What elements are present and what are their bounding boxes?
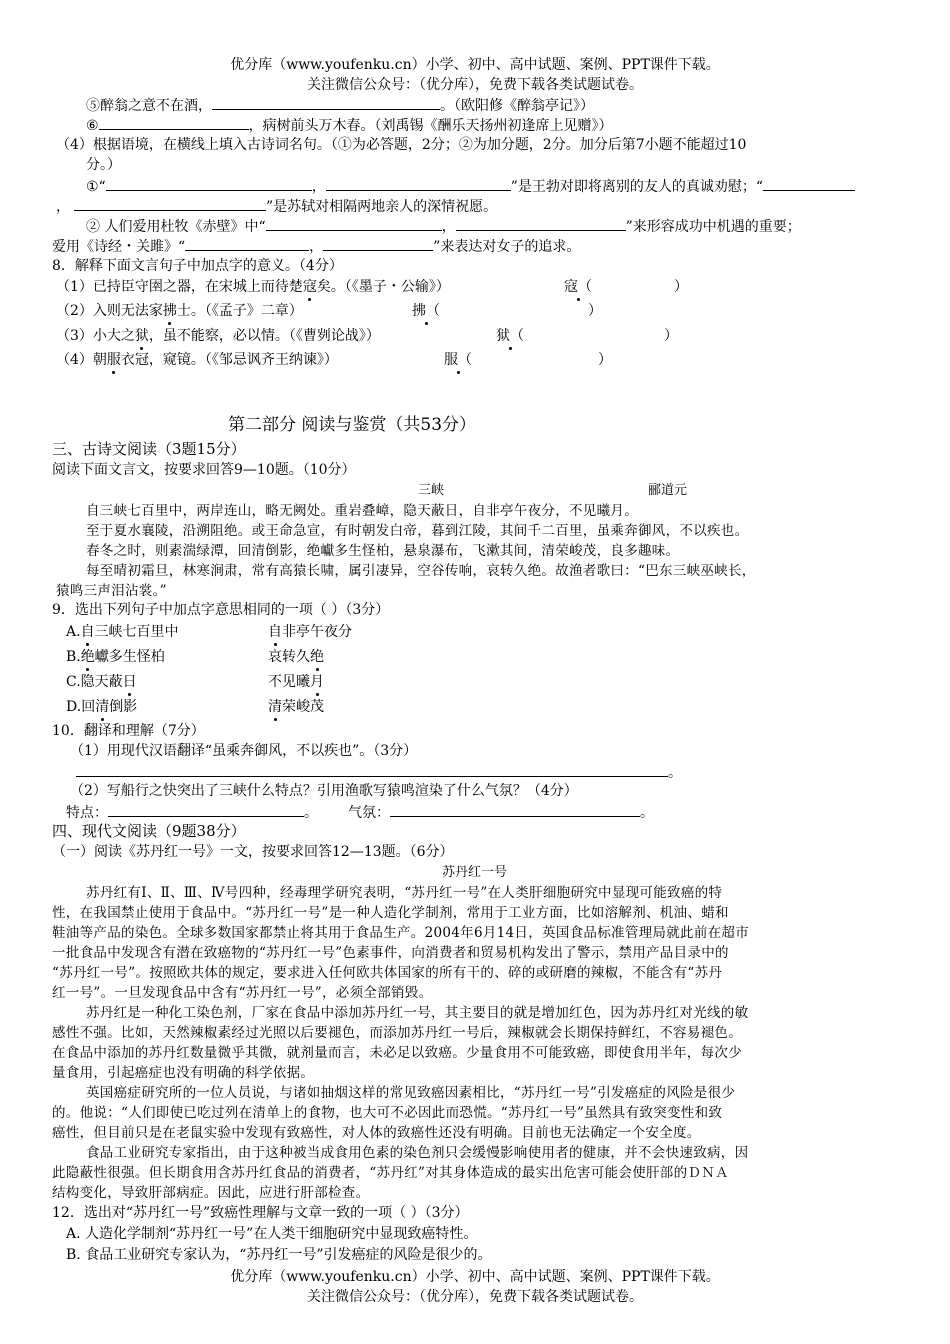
sudan-p4-line3: 结构变化，导致肝部病症。因此，应进行肝部检查。 <box>52 1185 370 1201</box>
sudan-p3-line3: 癌性，但目前只是在老鼠实验中发现有致癌性，对人体的致癌性还没有明确。目前也无法确定一个安全度。 <box>52 1125 701 1141</box>
q7-q1-blank4[interactable] <box>74 196 266 211</box>
sanxia-para-3: 春冬之时，则素湍绿潭，回清倒影，绝巘多生怪柏，悬泉瀑布，飞漱其间，清荣峻茂，良多趣味。 <box>86 543 680 559</box>
q9-option-b-right: 哀转久绝 <box>268 649 324 665</box>
part2-title: 第二部分 阅读与鉴赏（共53分） <box>228 415 477 435</box>
q10-mood-row: 气氛： 。 <box>348 802 654 822</box>
sudan-p1-line1: 苏丹红有Ⅰ、Ⅱ、Ⅲ、Ⅳ号四种，经毒理学研究表明，“苏丹红一号”在人类肝细胞研究中显现可能致癌的特 <box>86 885 723 901</box>
q7-q1-blank1[interactable] <box>106 176 312 191</box>
section4-title: 四、现代文阅读（9题38分） <box>52 822 246 840</box>
sanxia-para-4: 每至晴初霜旦，林寒涧肃，常有高猿长啸，属引凄异，空谷传响，哀转久绝。故渔者歌曰：“巴东三峡巫峡长， <box>86 563 756 579</box>
q7-part4-q1-cont: ， ”是苏轼对相隔两地亲人的深情祝愿。 <box>56 196 497 216</box>
passage-title-sanxia: 三峡 <box>418 483 445 498</box>
q10-mood-blank[interactable] <box>390 802 640 817</box>
q10-sub2: （2）写船行之快突出了三峡什么特点？引用渔歌写猿鸣渲染了什么气氛？（4分） <box>70 783 578 799</box>
section3-intro: 阅读下面文言文，按要求回答9—10题。（10分） <box>52 462 356 478</box>
q7-part4-line2: 分。） <box>86 157 121 173</box>
q10-feature-blank[interactable] <box>108 802 304 817</box>
sudan-p4-line2: 此隐蔽性很强。但长期食用含苏丹红食品的消费者，“苏丹红”对其身体造成的最实出危害可能会使肝部的ＤＮＡ <box>52 1165 729 1181</box>
q8-title: 8．解释下面文言句子中加点字的意义。（4分） <box>52 258 343 274</box>
q12-option-a[interactable]: A. 人造化学制剂“苏丹红一号”在人类干细胞研究中显现致癌特性。 <box>66 1226 478 1242</box>
q8-item-3: （3）小大之狱，虽不能察，必以情。（《曹刿论战》） <box>56 328 380 344</box>
q8-item-1: （1）已持臣守圉之器，在宋城上而待楚寇矣。（《墨子・公输》） <box>56 279 450 295</box>
sudan-p2-line1: 苏丹红是一种化工染色剂，厂家在食品中添加苏丹红一号，其主要目的就是增加红色，因为苏丹红对光线的敏 <box>86 1005 749 1021</box>
q7-q2-blank2[interactable] <box>456 216 626 231</box>
passage-title-sudan: 苏丹红一号 <box>442 865 508 880</box>
sanxia-para-2: 至于夏水襄陵，沿溯阻绝。或王命急宣，有时朝发白帝，暮到江陵，其间千二百里，虽乘奔御风，不以疾也。 <box>86 523 749 539</box>
q8-answer-4[interactable]: 服（ ） <box>444 352 612 368</box>
header-line-1: 优分库（www.youfenku.cn）小学、初中、高中试题、案例、PPT课件下载。 <box>230 57 720 73</box>
q9-option-d-right: 清荣峻茂 <box>268 699 324 715</box>
sudan-p2-line4: 量食用，引起癌症也没有明确的科学依据。 <box>52 1065 315 1081</box>
q8-answer-1[interactable]: 寇（ ） <box>564 279 688 295</box>
sudan-p2-line2: 感性不强。比如，天然辣椒素经过光照以后要褪色，而添加苏丹红一号后，辣椒就会长期保持鲜红，不容易褪色。 <box>52 1025 742 1041</box>
sudan-p4-line1: 食品工业研究专家指出，由于这种被当成食用色素的染色剂只会缓慢影响使用者的健康，并不会快速致病，因 <box>86 1145 749 1161</box>
q12-title: 12．选出对“苏丹红一号”致癌性理解与文章一致的一项（ ）（3分） <box>52 1205 469 1221</box>
sudan-p3-line1: 英国癌症研究所的一位人员说，与诸如抽烟这样的常见致癌因素相比，“苏丹红一号”引发癌症的风险是很少 <box>86 1085 736 1101</box>
q8-answer-2[interactable]: 拂（ ） <box>412 303 602 319</box>
q8-answer-3[interactable]: 狱（ ） <box>496 328 678 344</box>
footer-line-1: 优分库（www.youfenku.cn）小学、初中、高中试题、案例、PPT课件下载。 <box>230 1269 720 1285</box>
sanxia-para-4-cont: 猿鸣三声泪沾裳。” <box>56 583 167 599</box>
passage-author: 郦道元 <box>648 483 688 498</box>
q10-sub1-blank[interactable] <box>76 762 668 777</box>
q7-item5-blank[interactable] <box>212 95 440 110</box>
header-line-2: 关注微信公众号：（优分库），免费下载各类试题试卷。 <box>307 77 643 93</box>
q7-q2-blank4[interactable] <box>323 236 433 251</box>
q9-option-a[interactable]: A.自三峡七百里中 <box>66 624 179 640</box>
q7-item6: ⑥ ，病树前头万木春。（刘禹锡《酬乐天扬州初逢席上见赠》） <box>86 115 613 135</box>
q7-part4-line1: （4）根据语境，在横线上填入古诗词名句。（①为必答题，2分；②为加分题，2分。加分后第7小题不能超过10 <box>56 137 747 153</box>
section3-title: 三、古诗文阅读（3题15分） <box>52 440 246 458</box>
sudan-p3-line2: 的。他说：“人们即使已吃过列在清单上的食物，也大可不必因此而恐慌。“苏丹红一号”虽然具有致突变性和致 <box>52 1105 723 1121</box>
q7-part4-q2: ② 人们爱用杜牧《赤壁》中“ ， ”来形容成功中机遇的重要； <box>86 216 801 236</box>
q9-option-c-right: 不见曦月 <box>268 674 324 690</box>
q7-item5: ⑤醉翁之意不在酒， 。（欧阳修《醉翁亭记》） <box>86 95 594 115</box>
q7-part4-q1: ①“ ， ”是王勃对即将离别的友人的真诚劝慰；“ <box>86 176 855 196</box>
q8-item-4: （4）朝服衣冠，窥镜。（《邹忌讽齐王纳谏》） <box>56 352 338 368</box>
q7-q2-blank3[interactable] <box>185 236 309 251</box>
q9-option-b[interactable]: B.绝巘多生怪柏 <box>66 649 165 665</box>
sudan-p2-line3: 在食品中添加的苏丹红数量微乎其微，就剂量而言，未必足以致癌。少量食用不可能致癌，即使食用半年，每次少 <box>52 1045 742 1061</box>
q9-option-c[interactable]: C.隐天蔽日 <box>66 674 137 690</box>
sanxia-para-1: 自三峡七百里中，两岸连山，略无阙处。重岩叠嶂，隐天蔽日，自非亭午夜分，不见曦月。 <box>86 503 638 519</box>
sudan-p1-line2: 性，在我国禁止使用于食品中。“苏丹红一号”是一种人造化学制剂，常用于工业方面，比如溶解剂、机油、蜡和 <box>52 905 729 921</box>
q10-sub1: （1）用现代汉语翻译“虽乘奔御风，不以疾也”。（3分） <box>70 743 418 759</box>
q7-q1-blank3[interactable] <box>763 176 855 191</box>
q10-feature-row: 特点： 。 <box>66 802 318 822</box>
q8-item-2: （2）入则无法家拂士。（《孟子》二章） <box>56 303 303 319</box>
q12-option-b[interactable]: B. 食品工业研究专家认为，“苏丹红一号”引发癌症的风险是很少的。 <box>66 1247 492 1263</box>
q7-item6-blank[interactable] <box>99 115 249 130</box>
sudan-p1-line5: “苏丹红一号”。按照欧共体的规定，要求进入任何欧共体国家的所有干的、碎的或研磨的辣椒，不能含有“苏丹 <box>52 965 723 981</box>
q7-part4-q2-cont: 爱用《诗经・关雎》“ ， ”来表达对女子的追求。 <box>52 236 580 256</box>
q9-option-a-right: 自非亭午夜分 <box>268 624 352 640</box>
q10-sub1-answer: 。 <box>76 762 682 782</box>
q9-title: 9．选出下列句子中加点字意思相同的一项（ ）（3分） <box>52 602 390 618</box>
sudan-p1-line6: 红一号”。一旦发现食品中含有“苏丹红一号”，必须全部销毁。 <box>52 985 433 1001</box>
sudan-p1-line3: 鞋油等产品的染色。全球多数国家都禁止将其用于食品生产。2004年6月14日，英国食品标准管理局就此前在超市 <box>52 925 750 941</box>
q7-q2-blank1[interactable] <box>266 216 442 231</box>
section4-intro: （一）阅读《苏丹红一号》一文，按要求回答12—13题。（6分） <box>52 844 454 860</box>
q9-option-d[interactable]: D.回清倒影 <box>66 699 138 715</box>
footer-line-2: 关注微信公众号：（优分库），免费下载各类试题试卷。 <box>307 1289 643 1305</box>
q7-q1-blank2[interactable] <box>326 176 511 191</box>
q10-title: 10．翻译和理解（7分） <box>52 723 205 739</box>
sudan-p1-line4: 一批食品中发现含有潜在致癌物的“苏丹红一号”色素事件，向消费者和贸易机构发出了警示，禁用产品目录中的 <box>52 945 729 961</box>
